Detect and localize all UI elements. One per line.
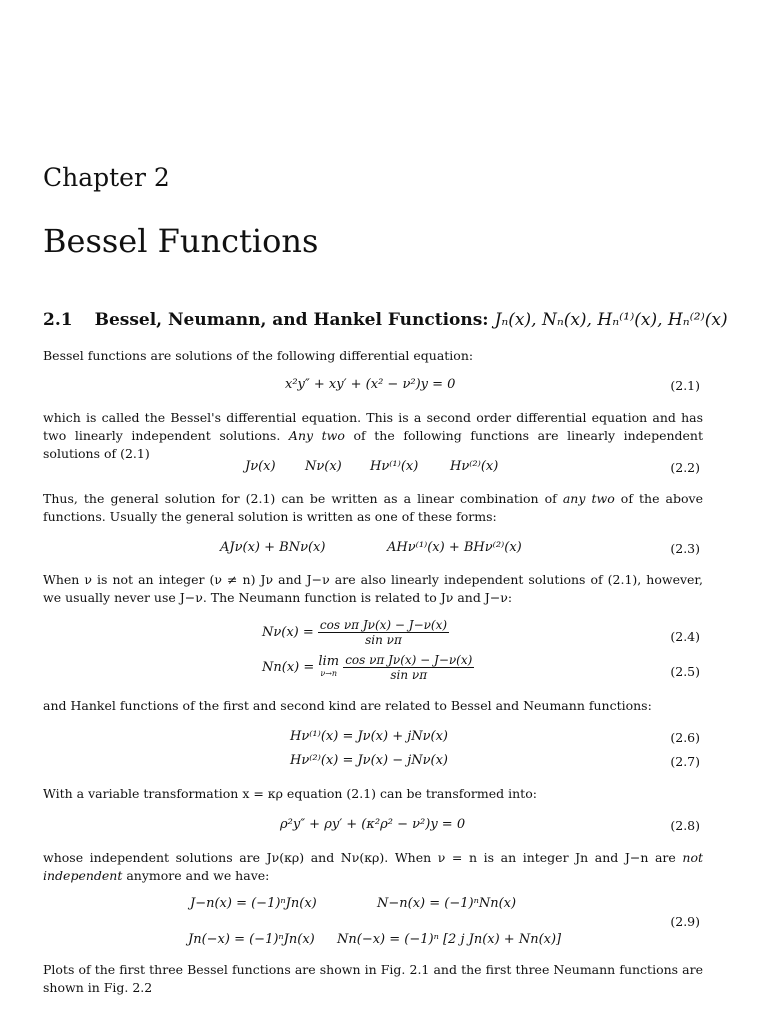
equation-number-2-6: (2.6) [670, 730, 700, 745]
paragraph-intro: Bessel functions are solutions of the following differential equation: [43, 348, 474, 363]
equation-2-5-limit [318, 653, 340, 680]
p3-text-b: of the above functions. Usually the general solution is written as one of these forms: [43, 491, 703, 524]
chapter-label: Chapter 2 [43, 163, 170, 192]
p2-text-b: of the following functions are linearly independent solutions of (2.1) [43, 428, 703, 461]
equation-2-9-a: J−n(x) = (−1)ⁿJn(x) [190, 896, 317, 911]
equation-2-5-lim-subscript: ν→n [320, 668, 338, 678]
equation-2-8: ρ²y″ + ρy′ + (κ²ρ² − ν²)y = 0 [280, 817, 466, 832]
paragraph-integer-order [43, 849, 703, 885]
section-number: 2.1 [43, 310, 73, 330]
paragraph-general-solution [43, 490, 703, 526]
section-heading [43, 310, 728, 330]
section-title: Bessel, Neumann, and Hankel Functions: [94, 310, 489, 330]
equation-2-3-right: AHν⁽¹⁾(x) + BHν⁽²⁾(x) [387, 540, 522, 555]
equation-2-4-fraction [318, 618, 449, 647]
equation-number-2-3: (2.3) [670, 541, 700, 556]
p7-text-a: whose independent solutions are Jν(κρ) and Nν(κρ). When ν = n is an integer Jn and J−n are [43, 850, 683, 865]
p2-emphasis: Any two [288, 428, 345, 443]
chapter-title: Bessel Functions [43, 222, 319, 260]
equation-2-9-d: Nn(−x) = (−1)ⁿ [2 j Jn(x) + Nn(x)] [337, 932, 562, 947]
p2-text-a: which is called the Bessel's differential equation. This is a second order differential equation and has two linearly independent solutions. [43, 410, 703, 443]
equation-number-2-2: (2.2) [670, 460, 700, 475]
equation-2-4-denominator: sin νπ [365, 633, 402, 647]
p7-emphasis: not independent [43, 850, 703, 883]
equation-2-5-lhs: Nn(x) = [262, 660, 315, 675]
p3-emphasis: any two [562, 491, 615, 506]
equation-2-5-denominator: sin νπ [390, 668, 428, 682]
equation-2-2-item-3: Hν⁽¹⁾(x) [370, 459, 419, 474]
equation-number-2-9: (2.9) [670, 914, 700, 929]
equation-2-9-c: Jn(−x) = (−1)ⁿJn(x) [188, 932, 315, 947]
equation-2-2-item-1: Jν(x) [245, 459, 276, 474]
equation-2-6: Hν⁽¹⁾(x) = Jν(x) + jNν(x) [290, 729, 448, 744]
equation-number-2-8: (2.8) [670, 818, 700, 833]
equation-number-2-1: (2.1) [670, 378, 700, 393]
equation-2-3-left: AJν(x) + BNν(x) [220, 540, 326, 555]
equation-2-1: x²y″ + xy′ + (x² − ν²)y = 0 [285, 377, 456, 392]
equation-2-4-numerator: cos νπ Jν(x) − J−ν(x) [319, 618, 448, 632]
equation-number-2-4: (2.4) [670, 629, 700, 644]
equation-2-5-fraction [343, 653, 474, 682]
equation-2-2-item-4: Hν⁽²⁾(x) [450, 459, 499, 474]
equation-2-2-item-2: Nν(x) [305, 459, 342, 474]
equation-2-4-lhs: Nν(x) = [262, 625, 314, 640]
equation-2-5 [262, 653, 474, 682]
equation-2-9-b: N−n(x) = (−1)ⁿNn(x) [377, 896, 517, 911]
p7-text-b: anymore and we have: [122, 868, 270, 883]
section-title-math: Jₙ(x), Nₙ(x), Hₙ⁽¹⁾(x), Hₙ⁽²⁾(x) [494, 310, 728, 330]
paragraph-transformation: With a variable transformation x = κρ equation (2.1) can be transformed into: [43, 786, 537, 801]
paragraph-neumann: When ν is not an integer (ν ≠ n) Jν and J−ν are also linearly independent solutions of (2.1), however, we usually never use J−ν. The Neumann function is related to Jν and J−ν: [43, 572, 703, 605]
paragraph-plots: Plots of the first three Bessel functions are shown in Fig. 2.1 and the first three Neumann functions are shown in Fig. 2.2 [43, 962, 703, 995]
equation-number-2-7: (2.7) [670, 754, 700, 769]
equation-2-5-lim: lim [318, 653, 340, 669]
equation-number-2-5: (2.5) [670, 664, 700, 679]
equation-2-5-numerator: cos νπ Jν(x) − J−ν(x) [345, 653, 473, 667]
equation-2-7: Hν⁽²⁾(x) = Jν(x) − jNν(x) [290, 753, 448, 768]
paragraph-hankel: and Hankel functions of the first and second kind are related to Bessel and Neumann functions: [43, 698, 652, 713]
p3-text-a: Thus, the general solution for (2.1) can be written as a linear combination of [43, 491, 563, 506]
paragraph-bessel-equation [43, 409, 703, 463]
equation-2-4 [262, 618, 449, 647]
